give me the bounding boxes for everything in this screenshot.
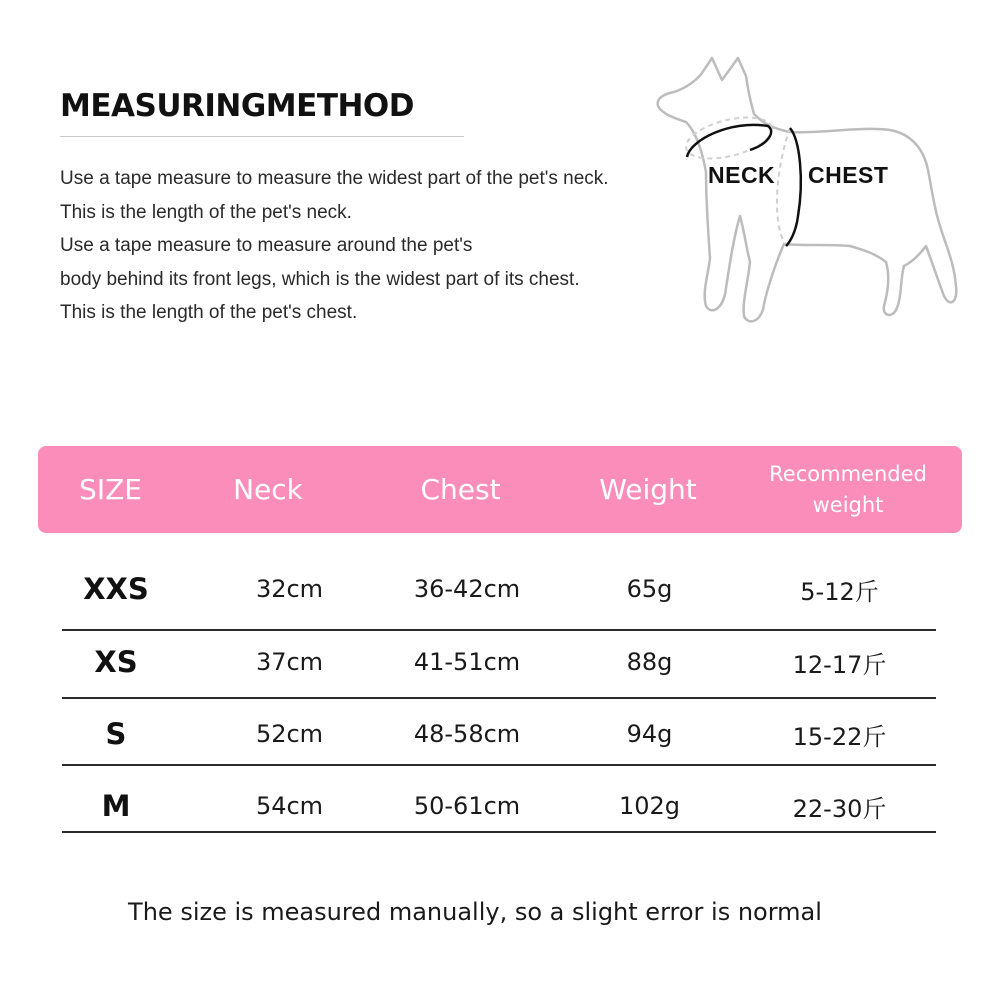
column-header-size: SIZE [79, 473, 142, 506]
measuring-instructions [60, 162, 700, 330]
recommended-weight-cell: 15-22斤 [792, 722, 887, 751]
size-cell: XS [94, 645, 138, 679]
table-row [62, 699, 936, 769]
weight-cell: 88g [626, 648, 673, 676]
dog-measurement-diagram [650, 40, 970, 340]
chest-cell: 41-51cm [413, 648, 521, 676]
weight-cell: 102g [618, 792, 681, 820]
row-divider [62, 764, 936, 766]
recommended-weight-cell: 12-17斤 [792, 650, 887, 679]
instruction-line: Use a tape measure to measure the widest part of the pet's neck. [60, 168, 609, 189]
size-cell: S [105, 717, 127, 751]
neck-cell: 52cm [255, 720, 324, 748]
instruction-line: This is the length of the pet's chest. [60, 302, 358, 323]
neck-label: NECK [708, 162, 776, 188]
instruction-line: Use a tape measure to measure around the pet's [60, 235, 473, 256]
neck-cell: 32cm [255, 575, 324, 603]
chest-cell: 36-42cm [413, 575, 521, 603]
chest-label: CHEST [808, 162, 889, 188]
column-header-chest: Chest [420, 473, 501, 506]
row-divider [62, 831, 936, 833]
measurement-disclaimer: The size is measured manually, so a slight error is normal [128, 898, 822, 926]
weight-cell: 94g [626, 720, 673, 748]
chest-cell: 50-61cm [413, 792, 521, 820]
column-header-recommended-weight: Recommended weight [769, 461, 927, 517]
size-cell: M [101, 789, 131, 823]
weight-cell: 65g [626, 575, 673, 603]
column-header-neck: Neck [233, 473, 303, 506]
instruction-line: body behind its front legs, which is the widest part of its chest. [60, 268, 580, 290]
instruction-line: This is the length of the pet's neck. [60, 201, 352, 223]
column-header-weight: Weight [599, 473, 697, 506]
neck-cell: 37cm [255, 648, 324, 676]
title-divider [60, 136, 464, 137]
dog-outline-icon [650, 40, 970, 340]
page-title: MEASURINGMETHOD [60, 88, 415, 124]
table-row [62, 554, 936, 624]
size-table-header [38, 446, 962, 533]
recommended-weight-cell: 22-30斤 [792, 794, 887, 823]
neck-cell: 54cm [255, 792, 324, 820]
recommended-weight-cell: 5-12斤 [800, 577, 879, 606]
size-cell: XXS [83, 572, 149, 606]
table-row [62, 627, 936, 697]
chest-cell: 48-58cm [413, 720, 521, 748]
